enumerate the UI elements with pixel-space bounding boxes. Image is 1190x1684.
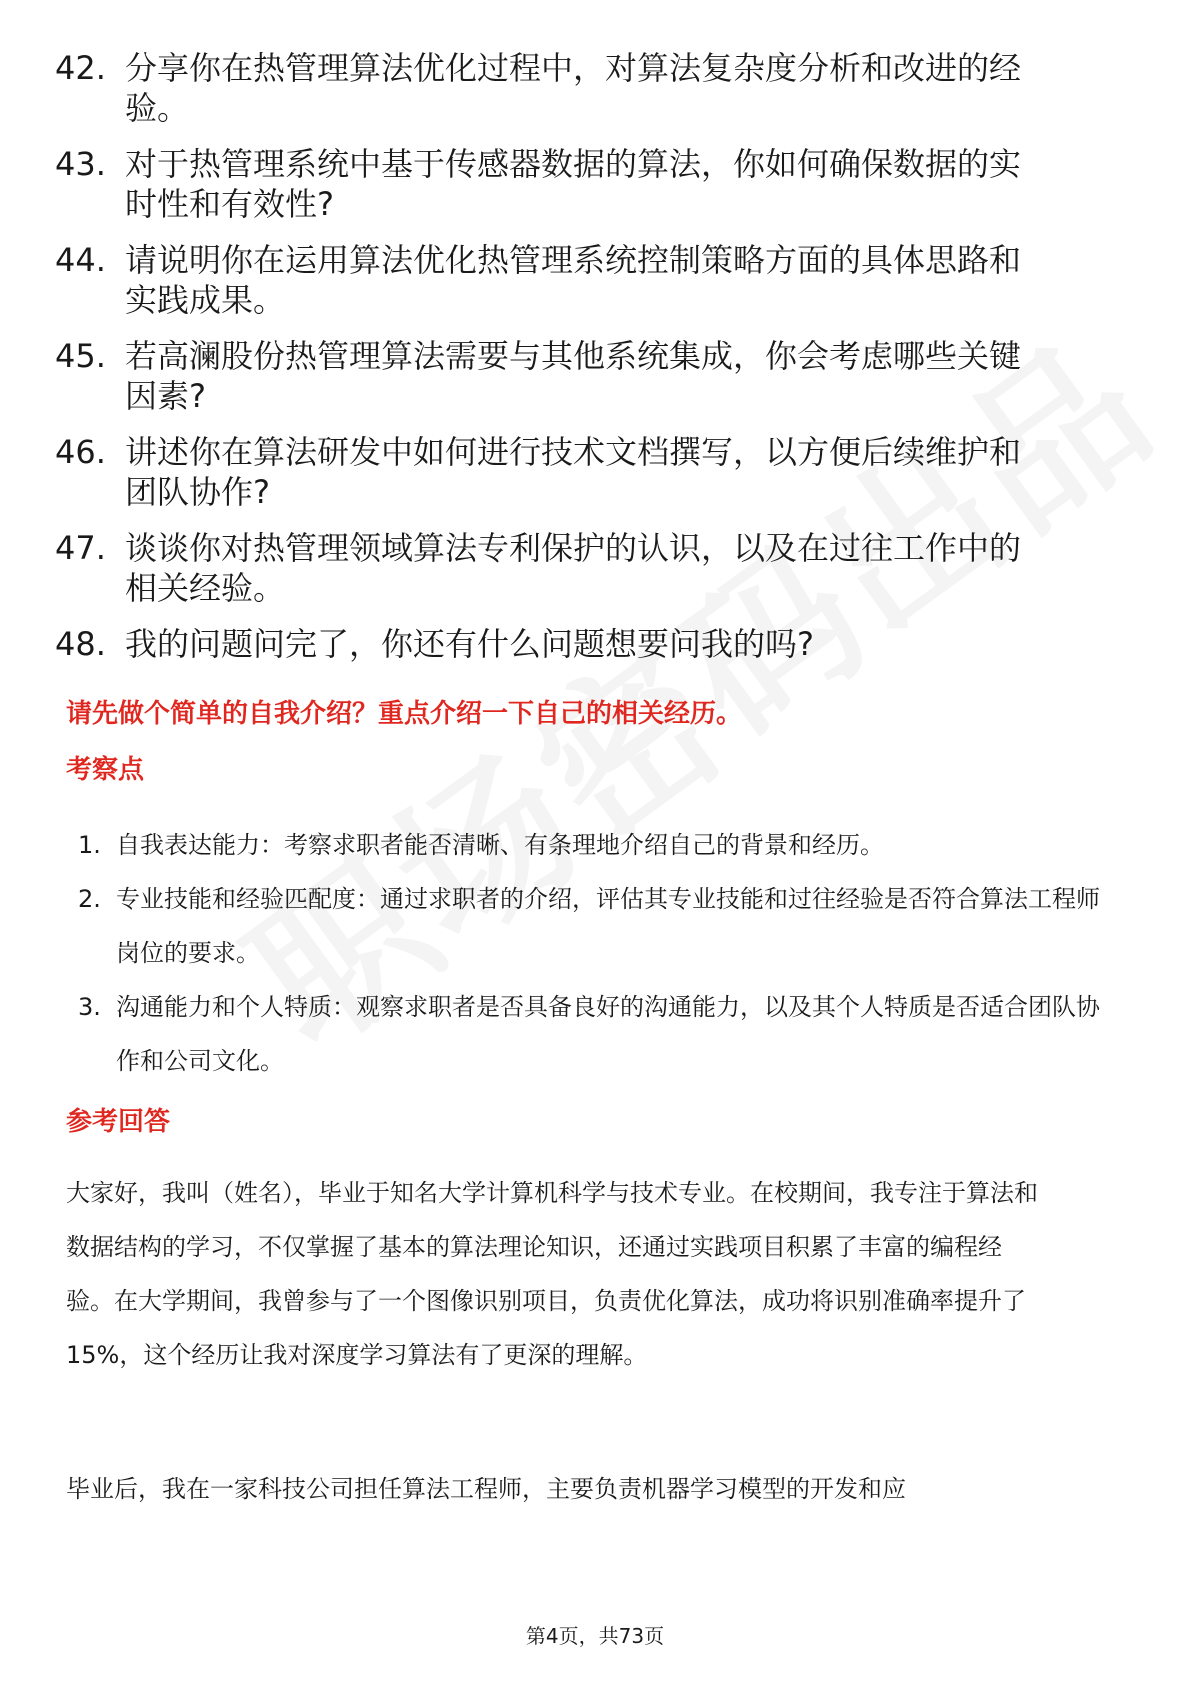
inspection-point-list — [78, 818, 1118, 1088]
question-item — [55, 432, 1135, 512]
question-number: 45. — [55, 337, 106, 375]
question-number: 43. — [55, 145, 106, 183]
question-item — [55, 624, 1135, 664]
question-text: 我的问题问完了，你还有什么问题想要问我的吗? — [125, 625, 814, 663]
answer-heading: 参考回答 — [66, 1107, 171, 1137]
question-text: 谈谈你对热管理领域算法专利保护的认识，以及在过往工作中的相关经验。 — [125, 529, 1022, 607]
question-list — [55, 48, 1135, 680]
question-number: 44. — [55, 241, 106, 279]
question-item — [55, 144, 1135, 224]
point-text: 沟通能力和个人特质：观察求职者是否具备良好的沟通能力，以及其个人特质是否适合团队协作和公司文化。 — [116, 993, 1100, 1075]
inspection-point — [78, 872, 1118, 980]
question-item — [55, 336, 1135, 416]
inspection-point — [78, 818, 1118, 872]
answer-paragraph: 毕业后，我在一家科技公司担任算法工程师，主要负责机器学习模型的开发和应 — [66, 1475, 906, 1503]
featured-question: 请先做个简单的自我介绍？重点介绍一下自己的相关经历。 — [66, 699, 743, 729]
point-text: 专业技能和经验匹配度：通过求职者的介绍，评估其专业技能和过往经验是否符合算法工程师岗位的要求。 — [116, 885, 1100, 967]
point-text: 自我表达能力：考察求职者能否清晰、有条理地介绍自己的背景和经历。 — [116, 831, 884, 859]
inspection-point — [78, 980, 1118, 1088]
point-number: 1. — [78, 831, 101, 859]
point-number: 3. — [78, 993, 101, 1021]
question-text: 若高澜股份热管理算法需要与其他系统集成，你会考虑哪些关键因素? — [125, 337, 1022, 415]
question-item — [55, 48, 1135, 128]
question-text: 请说明你在运用算法优化热管理系统控制策略方面的具体思路和实践成果。 — [125, 241, 1022, 319]
question-number: 47. — [55, 529, 106, 567]
question-text: 对于热管理系统中基于传感器数据的算法，你如何确保数据的实时性和有效性? — [125, 145, 1022, 223]
question-number: 42. — [55, 49, 106, 87]
point-number: 2. — [78, 885, 101, 913]
page-number: 第4页，共73页 — [525, 1624, 665, 1648]
inspection-heading: 考察点 — [66, 755, 145, 785]
question-text: 分享你在热管理算法优化过程中，对算法复杂度分析和改进的经验。 — [125, 49, 1022, 127]
question-number: 48. — [55, 625, 106, 663]
question-text: 讲述你在算法研发中如何进行技术文档撰写，以方便后续维护和团队协作? — [125, 433, 1022, 511]
question-number: 46. — [55, 433, 106, 471]
question-item — [55, 240, 1135, 320]
question-item — [55, 528, 1135, 608]
answer-paragraph: 大家好，我叫（姓名），毕业于知名大学计算机科学与技术专业。在校期间，我专注于算法和数据结构的学习，不仅掌握了基本的算法理论知识，还通过实践项目积累了丰富的编程经验。在大学期间，我曾参与了一个图像识别项目，负责优化算法，成功将识别准确率提升了15%，这个经历让我对深度学习算法有了更深的理解。 — [66, 1179, 1038, 1369]
